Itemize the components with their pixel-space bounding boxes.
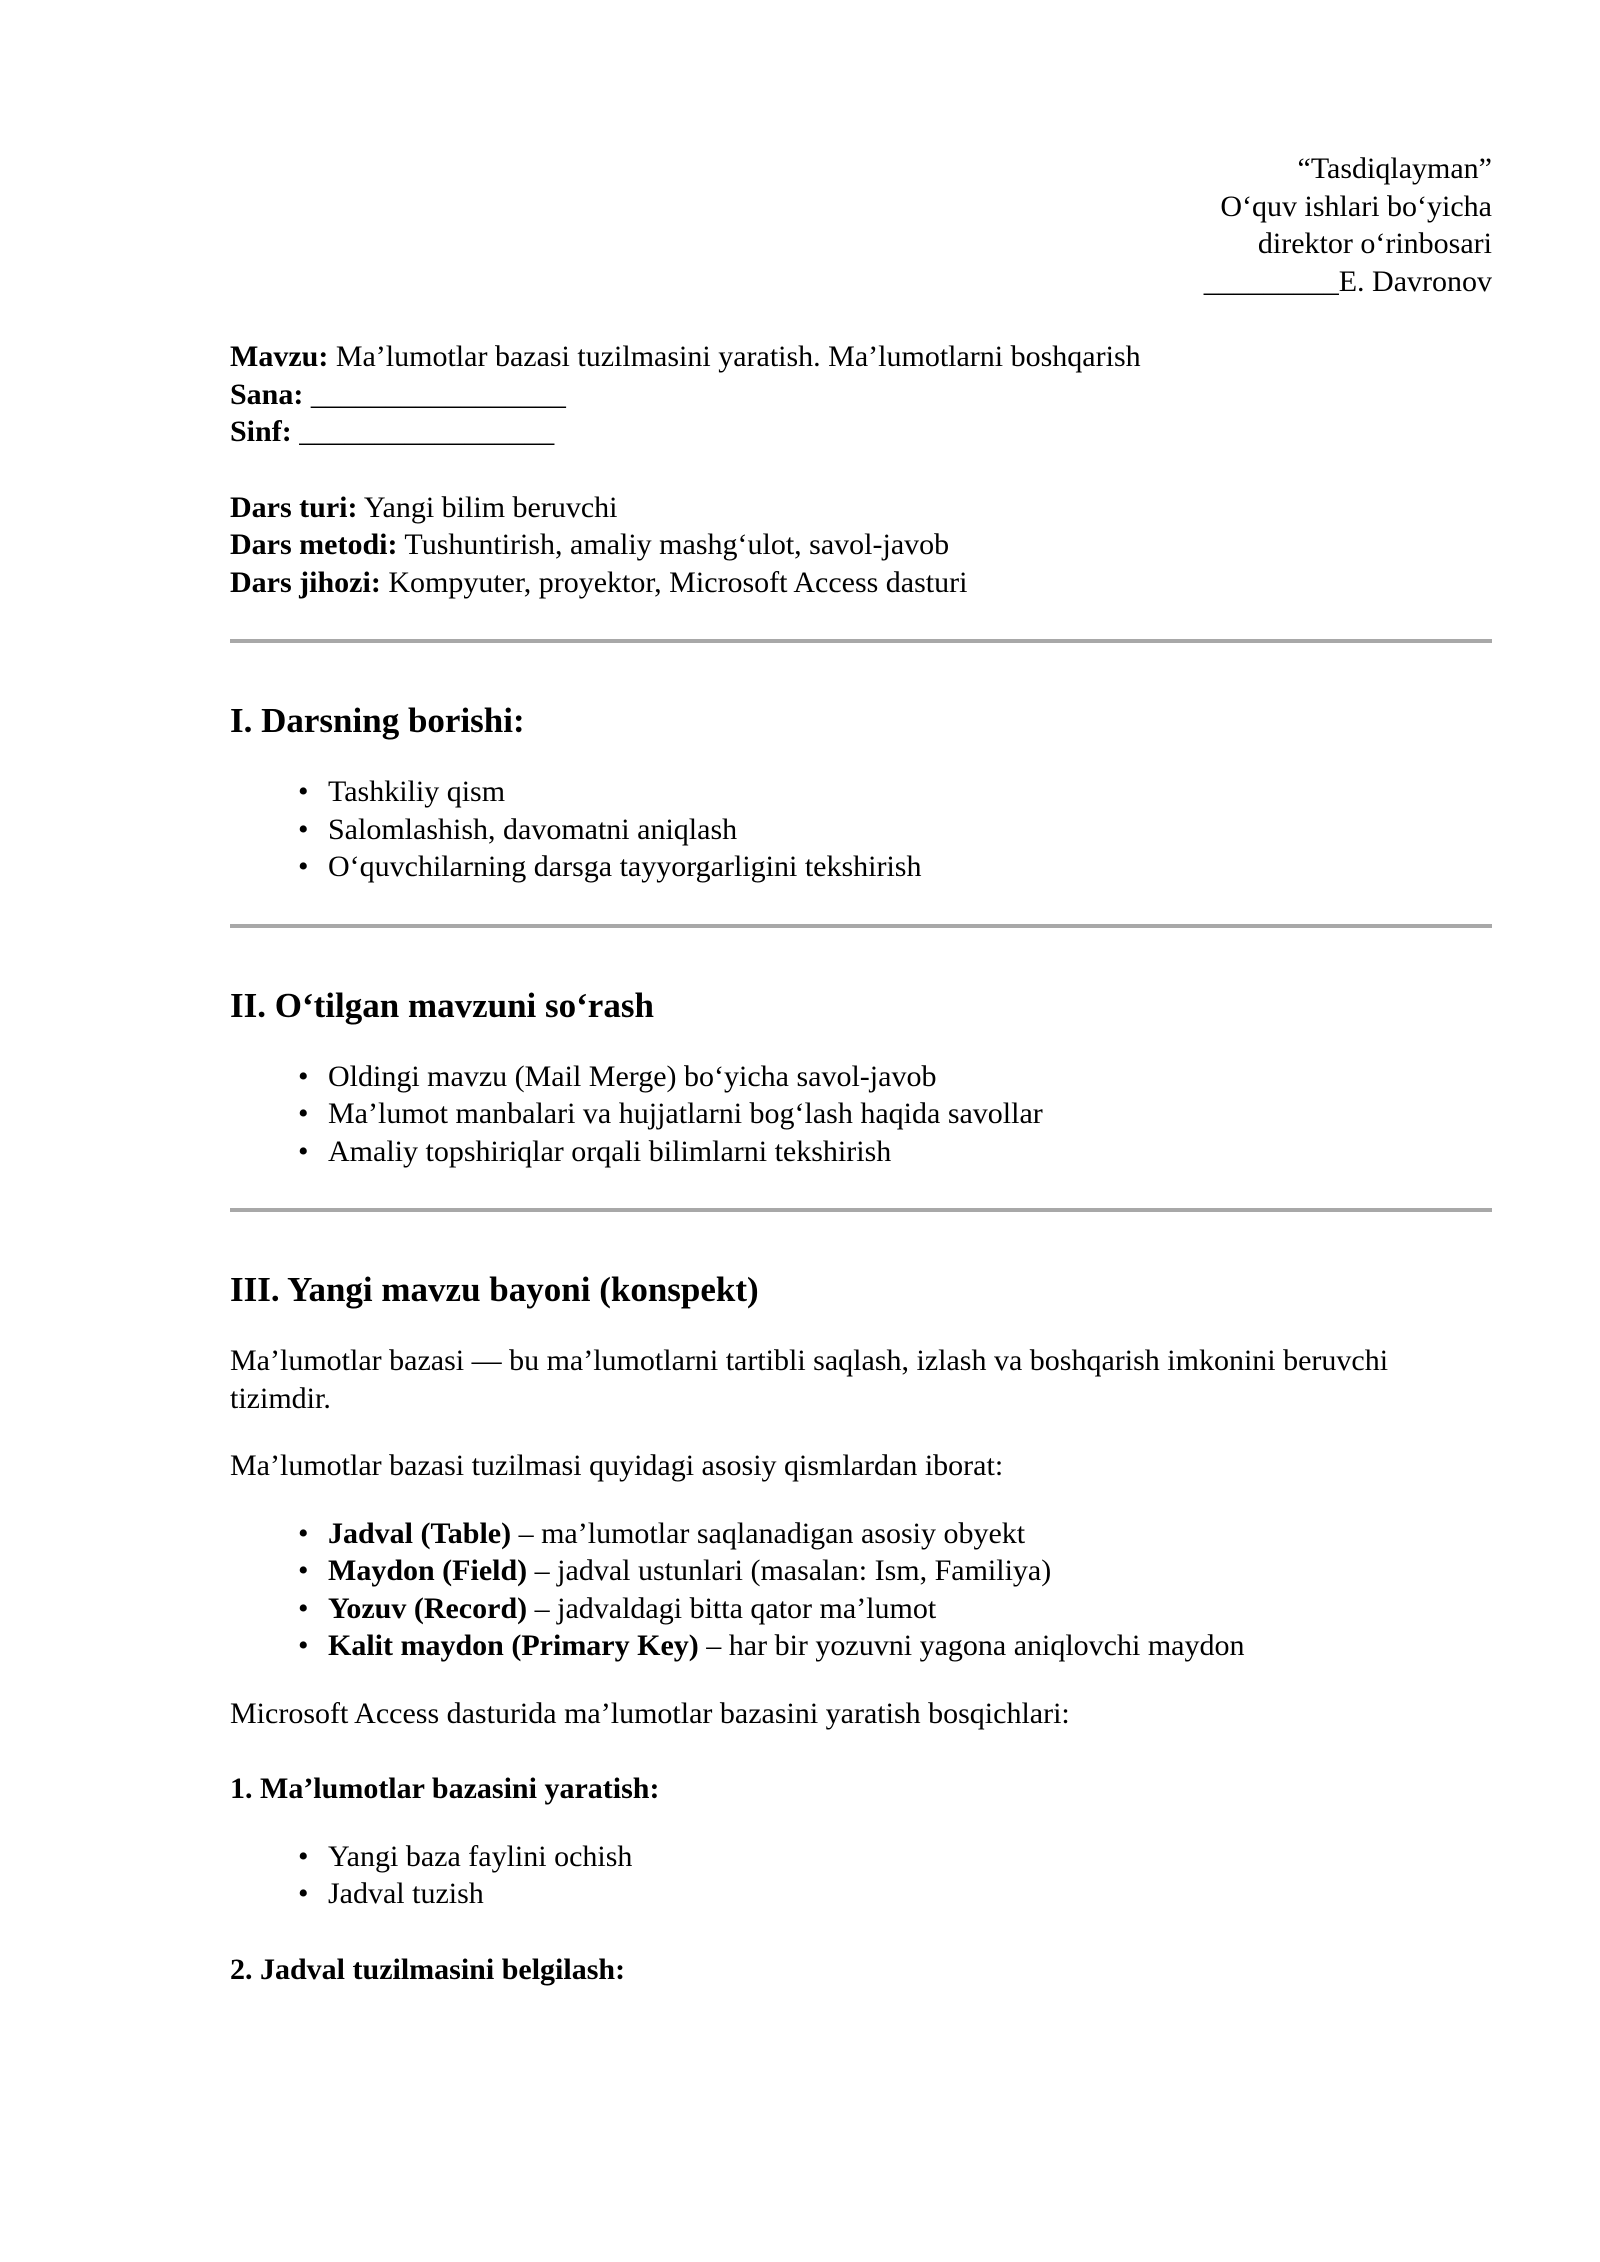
list-item <box>298 811 1492 849</box>
list-item <box>298 1838 1492 1876</box>
topic-label: Mavzu: <box>230 340 329 373</box>
lesson-method-label: Dars metodi: <box>230 528 398 561</box>
list-item-text: Jadval tuzish <box>328 1877 484 1910</box>
approval-signature-line: _________E. Davronov <box>1203 264 1492 298</box>
section-heading: III. Yangi mavzu bayoni (konspekt) <box>230 1270 759 1309</box>
bullet-icon: • <box>298 1554 309 1587</box>
list-item <box>298 1133 1492 1171</box>
bullet-icon: • <box>298 1059 309 1093</box>
bullet-icon: • <box>298 1591 309 1625</box>
horizontal-divider <box>230 1208 1492 1212</box>
paragraph: Ma’lumotlar bazasi — bu ma’lumotlarni tartibli saqlash, izlash va boshqarish imkonini beruvchi tizimdir. <box>230 1344 1389 1415</box>
list-item-text: Amaliy topshiriqlar orqali bilimlarni tekshirish <box>328 1134 892 1168</box>
bullet-icon: • <box>298 1134 309 1168</box>
list-item <box>298 1875 1492 1913</box>
class-value: _________________ <box>291 415 555 448</box>
bullet-list <box>230 1058 1492 1171</box>
list-item-text: Oldingi mavzu (Mail Merge) bo‘yicha savol-javob <box>328 1059 937 1093</box>
term-description: – ma’lumotlar saqlanadigan asosiy obyekt <box>511 1516 1026 1550</box>
lesson-type-label: Dars turi: <box>230 490 358 524</box>
bullet-list <box>230 773 1492 886</box>
list-item-text: Tashkiliy qism <box>328 775 506 808</box>
subsection-heading: 2. Jadval tuzilmasini belgilash: <box>230 1952 626 1986</box>
bullet-list <box>230 1838 1492 1913</box>
list-item <box>298 1515 1492 1553</box>
term: Yozuv (Record) <box>328 1591 528 1625</box>
class-label: Sinf: <box>230 415 292 448</box>
class-line <box>230 413 1492 451</box>
lesson-info <box>230 489 1492 602</box>
list-item <box>298 1552 1492 1590</box>
paragraph: Microsoft Access dasturida ma’lumotlar bazasini yaratish bosqichlari: <box>230 1696 1070 1730</box>
bullet-icon: • <box>298 1097 309 1130</box>
term-description: – har bir yozuvni yagona aniqlovchi maydon <box>698 1629 1245 1662</box>
approval-line: direktor o‘rinbosari <box>1257 227 1492 260</box>
approval-line: “Tasdiqlayman” <box>1297 152 1492 185</box>
paragraph: Ma’lumotlar bazasi tuzilmasi quyidagi asosiy qismlardan iborat: <box>230 1449 1004 1482</box>
horizontal-divider <box>230 639 1492 643</box>
list-item <box>298 1590 1492 1628</box>
lesson-method-line <box>230 526 1492 564</box>
section-heading: II. O‘tilgan mavzuni so‘rash <box>230 985 654 1025</box>
list-item <box>298 848 1492 886</box>
date-label: Sana: <box>230 377 304 411</box>
term-description: – jadval ustunlari (masalan: Ism, Familiya) <box>527 1554 1052 1587</box>
lesson-method-value: Tushuntirish, amaliy mashg‘ulot, savol-javob <box>397 528 950 561</box>
lesson-type-line <box>230 489 1492 527</box>
list-item-text: Salomlashish, davomatni aniqlash <box>328 812 738 846</box>
approval-block <box>230 150 1492 300</box>
list-item <box>298 773 1492 811</box>
section-heading: I. Darsning borishi: <box>230 701 525 740</box>
term: Maydon (Field) <box>328 1554 528 1587</box>
approval-line: O‘quv ishlari bo‘yicha <box>1220 189 1492 223</box>
topic-line <box>230 338 1492 376</box>
bullet-icon: • <box>298 850 309 883</box>
term-description: – jadvaldagi bitta qator ma’lumot <box>527 1591 937 1625</box>
bullet-icon: • <box>298 1839 309 1873</box>
date-value: _________________ <box>303 377 566 411</box>
list-item-text: O‘quvchilarning darsga tayyorgarligini tekshirish <box>328 850 922 883</box>
list-item <box>298 1627 1492 1665</box>
bullet-icon: • <box>298 1516 309 1550</box>
list-item-text: Yangi baza faylini ochish <box>328 1839 633 1873</box>
date-line <box>230 376 1492 414</box>
subsection-heading: 1. Ma’lumotlar bazasini yaratish: <box>230 1772 660 1805</box>
lesson-equipment-line <box>230 564 1492 602</box>
term: Jadval (Table) <box>328 1516 512 1550</box>
document-page <box>230 150 1492 1988</box>
lesson-equipment-label: Dars jihozi: <box>230 565 381 599</box>
bullet-icon: • <box>298 775 309 808</box>
bullet-icon: • <box>298 1877 309 1910</box>
list-item <box>298 1058 1492 1096</box>
term: Kalit maydon (Primary Key) <box>328 1629 699 1662</box>
horizontal-divider <box>230 924 1492 928</box>
lesson-meta <box>230 338 1492 451</box>
lesson-type-value: Yangi bilim beruvchi <box>357 490 618 524</box>
list-item <box>298 1095 1492 1133</box>
lesson-equipment-value: Kompyuter, proyektor, Microsoft Access dasturi <box>380 565 968 599</box>
bullet-list <box>230 1515 1492 1665</box>
bullet-icon: • <box>298 812 309 846</box>
bullet-icon: • <box>298 1629 309 1662</box>
list-item-text: Ma’lumot manbalari va hujjatlarni bog‘lash haqida savollar <box>328 1097 1043 1130</box>
topic-value: Ma’lumotlar bazasi tuzilmasini yaratish. Ma’lumotlarni boshqarish <box>328 340 1141 373</box>
